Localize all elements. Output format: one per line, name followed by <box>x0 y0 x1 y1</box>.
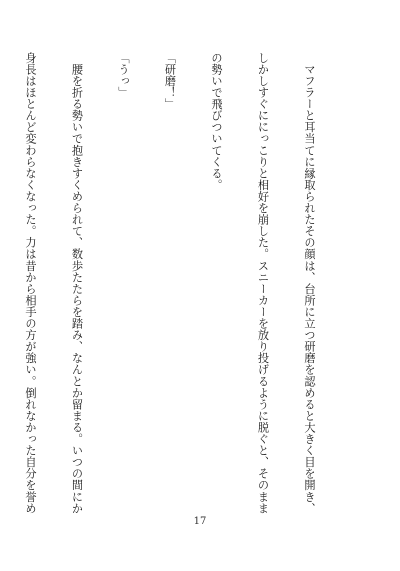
text-line: マフラーと耳当てに縁取られたその顔は、台所に立つ研磨を認めると大きく目を開き、 <box>303 52 316 514</box>
text-line: しかしすぐににっこりと相好を崩した。スニーカーを放り投げるように脱ぐと、そのまま <box>256 52 270 514</box>
text-line: の勢いで飛びついてくる。 <box>210 52 223 191</box>
text-line: 「研磨！」 <box>163 52 177 110</box>
text-line: 「うっ」 <box>117 52 130 99</box>
text-line: 身長はほとんど変わらなくなった。力は昔から相手の方が強い。倒れなかった自分を誉め <box>24 52 37 514</box>
text-line: 腰を折る勢いで抱きすくめられて、数歩たたらを踏み、なんとか留まる。いつの間にか <box>70 52 84 514</box>
body-text <box>24 52 348 514</box>
page-number: 17 <box>193 516 207 527</box>
